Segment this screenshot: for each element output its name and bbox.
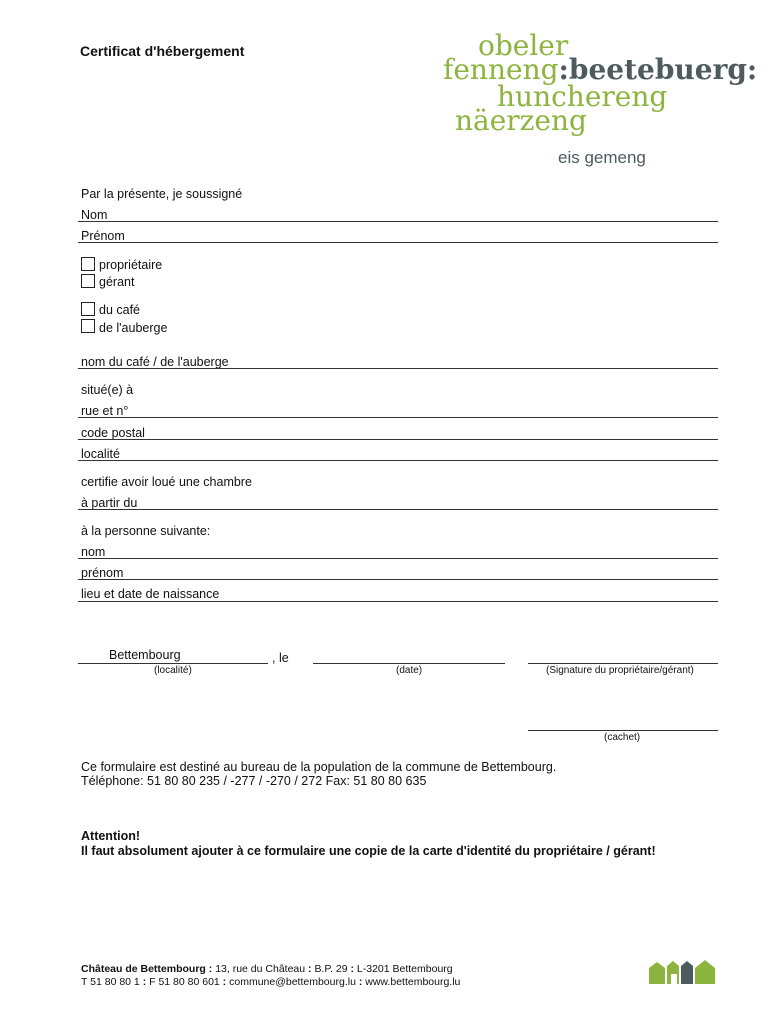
code-postal-label: code postal [81, 426, 145, 440]
auberge-checkbox[interactable] [81, 319, 95, 333]
commune-logo [440, 29, 758, 142]
person-prenom-field-line[interactable] [78, 579, 718, 580]
personne-text: à la personne suivante: [81, 524, 211, 538]
cafe-name-label: nom du café / de l'auberge [81, 355, 229, 369]
place-value: Bettembourg [109, 648, 181, 662]
auberge-label: de l'auberge [99, 321, 168, 335]
logo-tagline: eis gemeng [558, 148, 646, 167]
nom-label: Nom [81, 208, 108, 222]
page-title: Certificat d'hébergement [80, 43, 245, 59]
houses-logo-icon [649, 960, 717, 984]
cachet-caption: (cachet) [604, 732, 641, 743]
footer-address-line: Château de Bettembourg : 13, rue du Château : B.P. 29 : L-3201 Bettembourg [81, 963, 453, 975]
proprietaire-label: propriétaire [99, 258, 163, 272]
code-postal-field-line[interactable] [78, 439, 718, 440]
intro-text: Par la présente, je soussigné [81, 187, 243, 201]
prenom-label: Prénom [81, 229, 125, 243]
localite-caption: (localité) [154, 665, 192, 676]
signature-line[interactable] [528, 663, 718, 664]
footer-contact-line: T 51 80 80 1 : F 51 80 80 601 : commune@bettembourg.lu : www.bettembourg.lu [81, 976, 461, 988]
person-nom-field-line[interactable] [78, 558, 718, 559]
rue-field-line[interactable] [78, 417, 718, 418]
date-caption: (date) [396, 665, 423, 676]
person-nom-label: nom [81, 545, 106, 559]
logo-line-fenneng: fenneng:beetebuerg: [443, 53, 758, 86]
logo-line-obeler: obeler [478, 29, 569, 62]
a-partir-field-line[interactable] [78, 509, 718, 510]
localite-label: localité [81, 447, 120, 461]
cafe-label: du café [99, 303, 141, 317]
logo-line-naerzeng: näerzeng [455, 104, 587, 137]
situe-label: situé(e) à [81, 383, 134, 397]
localite-sign-line[interactable] [78, 663, 268, 664]
attention-heading: Attention! [81, 829, 141, 843]
cafe-name-field-line[interactable] [78, 368, 718, 369]
date-sign-line[interactable] [313, 663, 505, 664]
nom-field-line[interactable] [78, 221, 718, 222]
signature-caption: (Signature du propriétaire/gérant) [546, 665, 694, 676]
certifie-text: certifie avoir loué une chambre [81, 475, 252, 489]
rue-label: rue et n° [81, 404, 129, 418]
a-partir-label: à partir du [81, 496, 138, 510]
gerant-label: gérant [99, 275, 135, 289]
naissance-label: lieu et date de naissance [81, 587, 220, 601]
attention-text: Il faut absolument ajouter à ce formulaire une copie de la carte d'identité du propriétaire / gérant! [81, 844, 656, 858]
localite-field-line[interactable] [78, 460, 718, 461]
notice-line-1: Ce formulaire est destiné au bureau de la population de la commune de Bettembourg. [81, 760, 557, 774]
cafe-checkbox[interactable] [81, 302, 95, 316]
cachet-line[interactable] [528, 730, 718, 731]
prenom-field-line[interactable] [78, 242, 718, 243]
logo-line-hunchereng: hunchereng [497, 80, 668, 113]
naissance-field-line[interactable] [78, 601, 718, 602]
notice-line-2: Téléphone: 51 80 80 235 / -277 / -270 / 272 Fax: 51 80 80 635 [81, 774, 427, 788]
gerant-checkbox[interactable] [81, 274, 95, 288]
proprietaire-checkbox[interactable] [81, 257, 95, 271]
le-text: , le [272, 651, 289, 665]
person-prenom-label: prénom [81, 566, 124, 580]
